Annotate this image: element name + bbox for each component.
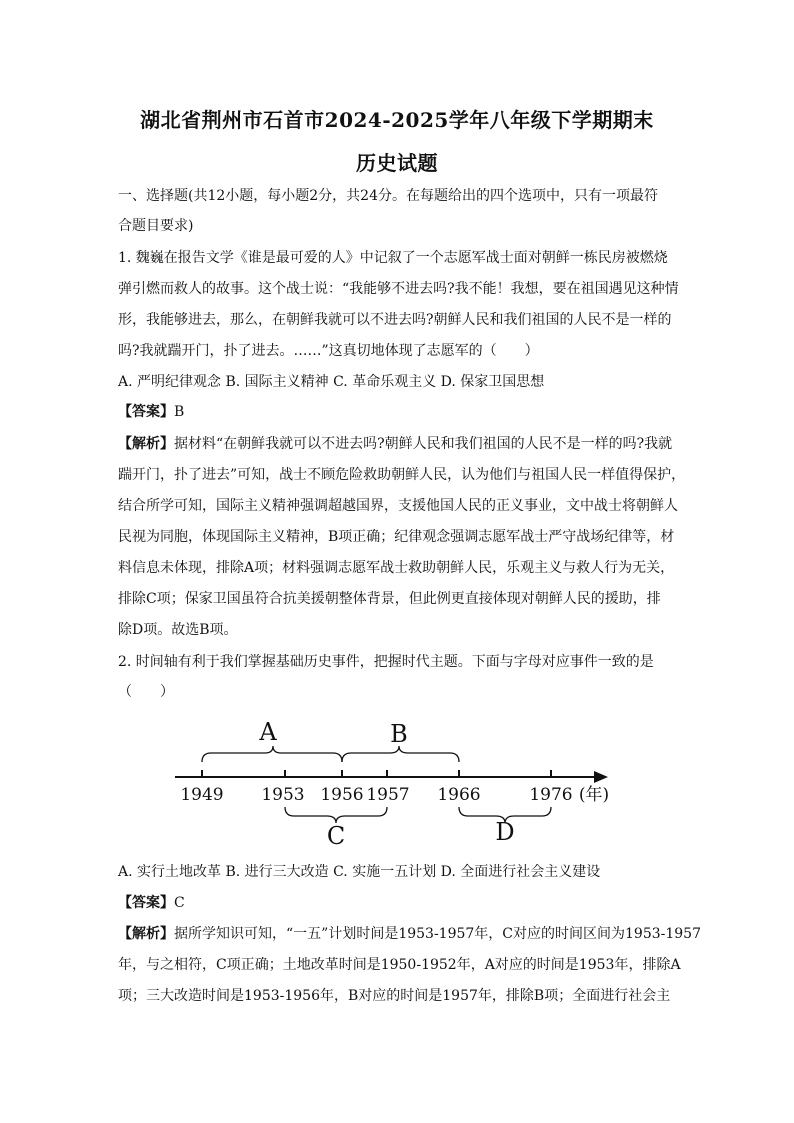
brace-c [285,807,387,823]
q1-analysis-line: 料信息未体现，排除A项；材料强调志愿军战士救助朝鲜人民，乐观主义与救人行为无关， [118,560,675,576]
q1-stem-line: 1. 魏巍在报告文学《谁是最可爱的人》中记叙了一个志愿军战士面对朝鲜一栋民房被燃烧 [118,250,668,266]
document-subtitle: 历史试题 [356,151,438,175]
brace-label-a: A [259,718,277,746]
q1-analysis-line: 民视为同胞，体现国际主义精神，B项正确；纪律观念强调志愿军战士严守战场纪律等，材 [118,529,675,545]
answer-label: 【答案】 [118,895,174,911]
q2-stem-line: 2. 时间轴有利于我们掌握基础历史事件，把握时代主题。下面与字母对应事件一致的是 [118,654,654,670]
q1-analysis-line: 排除C项；保家卫国虽符合抗美援朝整体背景，但此例更直接体现对朝鲜人民的援助，排 [118,591,661,607]
q1-stem-line: 弹引燃而救人的故事。这个战士说：“我能够不进去吗?我不能！我想，要在祖国遇见这种情 [118,281,679,297]
q2-options: A. 实行土地改革 B. 进行三大改造 C. 实施一五计划 D. 全面进行社会主义建设 [118,864,601,880]
q1-analysis-line: 除D项。故选B项。 [118,622,238,638]
q1-answer [118,402,678,422]
q1-analysis-line [118,434,678,454]
q1-options: A. 严明纪律观念 B. 国际主义精神 C. 革命乐观主义 D. 保家卫国思想 [118,374,545,390]
q2-stem-line: （ ） [118,684,174,700]
year-label: 1976 [529,785,573,805]
timeline-figure [170,712,620,857]
brace-b [342,746,459,762]
q1-stem-line: 形，我能够进去，那么，在朝鲜我就可以不进去吗?朝鲜人民和我们祖国的人民不是一样的 [118,312,672,328]
brace-label-b: B [390,720,408,748]
answer-value: C [174,895,185,911]
year-label: 1957 [366,785,410,805]
q2-analysis-line: 项；三大改造时间是1953-1956年，B对应的时间是1957年，排除B项；全面进行社会主 [118,988,671,1004]
q1-analysis-line: 结合所学可知，国际主义精神强调超越国界，支援他国人民的正义事业，文中战士将朝鲜人 [118,498,678,514]
q2-analysis-line: 年，与之相符，C项正确；土地改革时间是1950-1952年，A对应的时间是1953年，排除A [118,957,681,973]
answer-label: 【答案】 [118,404,174,420]
brace-a [202,746,342,762]
year-unit: (年) [578,785,610,805]
year-label: 1966 [437,785,481,805]
analysis-text: 据所学知识可知，“一五”计划时间是1953-1957年，C对应的时间区间为1953-1957 [174,926,702,942]
brace-label-c: C [326,822,346,850]
answer-value: B [174,404,185,420]
document-title: 湖北省荆州市石首市2024-2025学年八年级下学期期末 [140,108,654,132]
q2-answer [118,893,678,913]
section-heading-cont: 合题目要求) [118,218,194,234]
analysis-text: 据材料“在朝鲜我就可以不进去吗?朝鲜人民和我们祖国的人民不是一样的吗?我就 [174,436,673,452]
year-label: 1956 [320,785,364,805]
timeline-arrow [594,771,608,783]
year-label: 1953 [261,785,305,805]
section-heading: 一、选择题(共12小题，每小题2分，共24分。在每题给出的四个选项中，只有一项最符 [118,188,658,204]
q2-analysis-line [118,924,702,944]
analysis-label: 【解析】 [118,436,174,452]
analysis-label: 【解析】 [118,926,174,942]
q1-stem-line: 吗?我就踹开门，扑了进去。……”这真切地体现了志愿军的（ ） [118,343,539,359]
year-label: 1949 [180,785,224,805]
q1-analysis-line: 踹开门，扑了进去”可知，战士不顾危险救助朝鲜人民，认为他们与祖国人民一样值得保护， [118,467,686,483]
brace-label-d: D [495,818,515,846]
timeline-ticks [202,770,551,777]
